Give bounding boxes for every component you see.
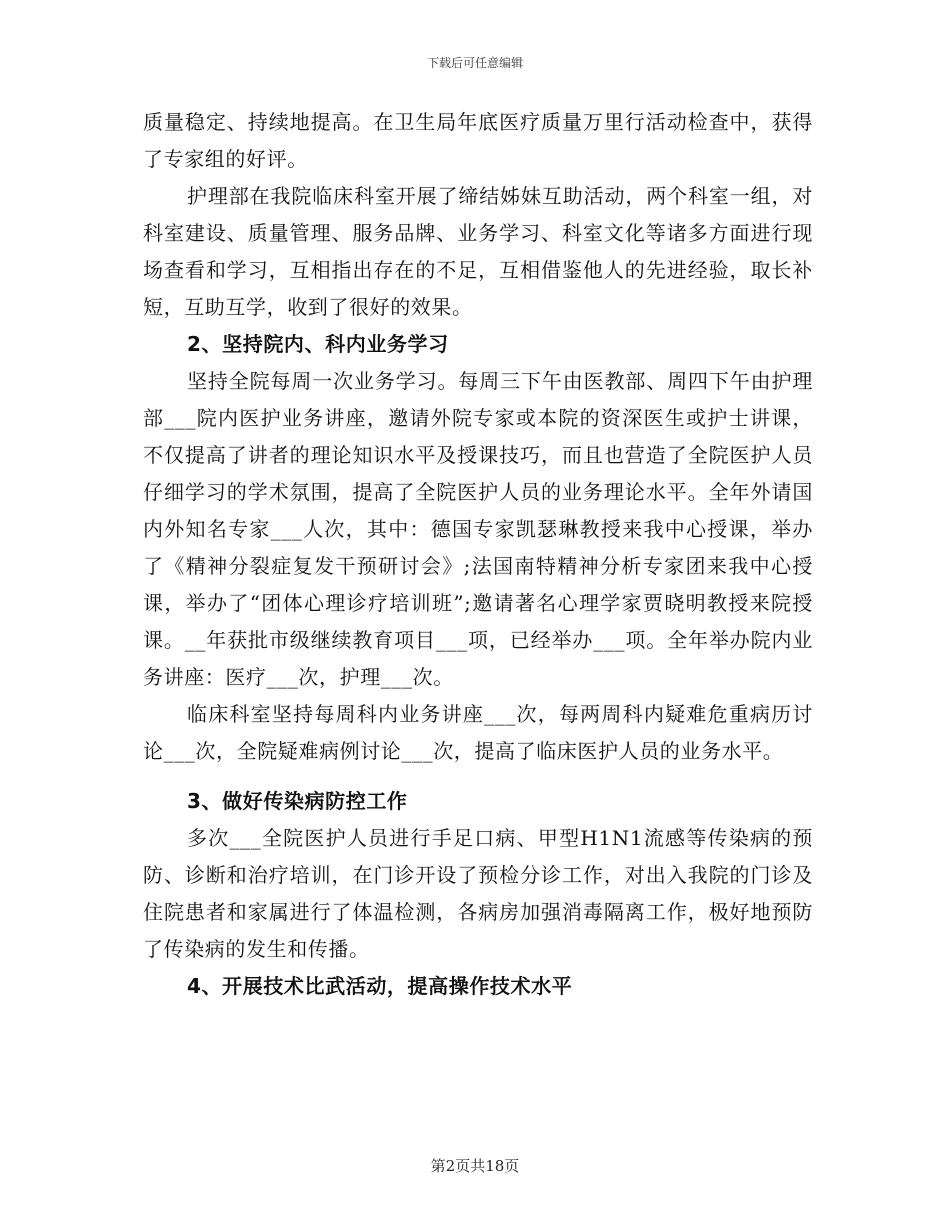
section-heading-skill-competition: 4、开展技术比武活动，提高操作技术水平 <box>187 974 573 998</box>
page-header: 下载后可任意编辑 <box>426 56 523 70</box>
paragraph-infection-training: 多次___全院医护人员进行手足口病、甲型H1N1流感等传染病的预防、诊断和治疗培训，在门诊开设了预检分诊工作，对出入我院的门诊及住院患者和家属进行了体温检测，各病房加强消毒隔离工作，极好地预防了传染病的发生和传播。 <box>143 826 813 961</box>
page-footer: 第2页共18页 <box>430 1157 520 1175</box>
section-heading-business-learning: 2、坚持院内、科内业务学习 <box>187 332 449 356</box>
paragraph-clinical-lectures: 临床科室坚持每周科内业务讲座___次，每两周科内疑难危重病历讨论___次，全院疑难病例讨论___次，提高了临床医护人员的业务水平。 <box>143 702 813 763</box>
document-body <box>143 104 813 1005</box>
paragraph-quality: 质量稳定、持续地提高。在卫生局年底医疗质量万里行活动检查中，获得了专家组的好评。 <box>143 110 813 171</box>
section-heading-infection-control: 3、做好传染病防控工作 <box>187 789 408 813</box>
paragraph-sister-activity: 护理部在我院临床科室开展了缔结姊妹互助活动，两个科室一组，对科室建设、质量管理、服务品牌、业务学习、科室文化等诸多方面进行现场查看和学习，互相指出存在的不足，互相借鉴他人的先进经验，取长补短，互助互学，收到了很好的效果。 <box>143 184 813 319</box>
paragraph-weekly-learning: 坚持全院每周一次业务学习。每周三下午由医教部、周四下午由护理部___院内医护业务讲座，邀请外院专家或本院的资深医生或护士讲课，不仅提高了讲者的理论知识水平及授课技巧，而且也营造了全院医护人员仔细学习的学术氛围，提高了全院医护人员的业务理论水平。全年外请国内外知名专家___人次，其中：德国专家凯瑟琳教授来我中心授课，举办了《精神分裂症复发干预研讨会》;法国南特精神分析专家团来我中心授课，举办了“团体心理诊疗培训班”;邀请著名心理学家贾晓明教授来院授课。__年获批市级继续教育项目___项，已经举办___项。全年举办院内业务讲座：医疗___次，护理___次。 <box>143 369 813 689</box>
